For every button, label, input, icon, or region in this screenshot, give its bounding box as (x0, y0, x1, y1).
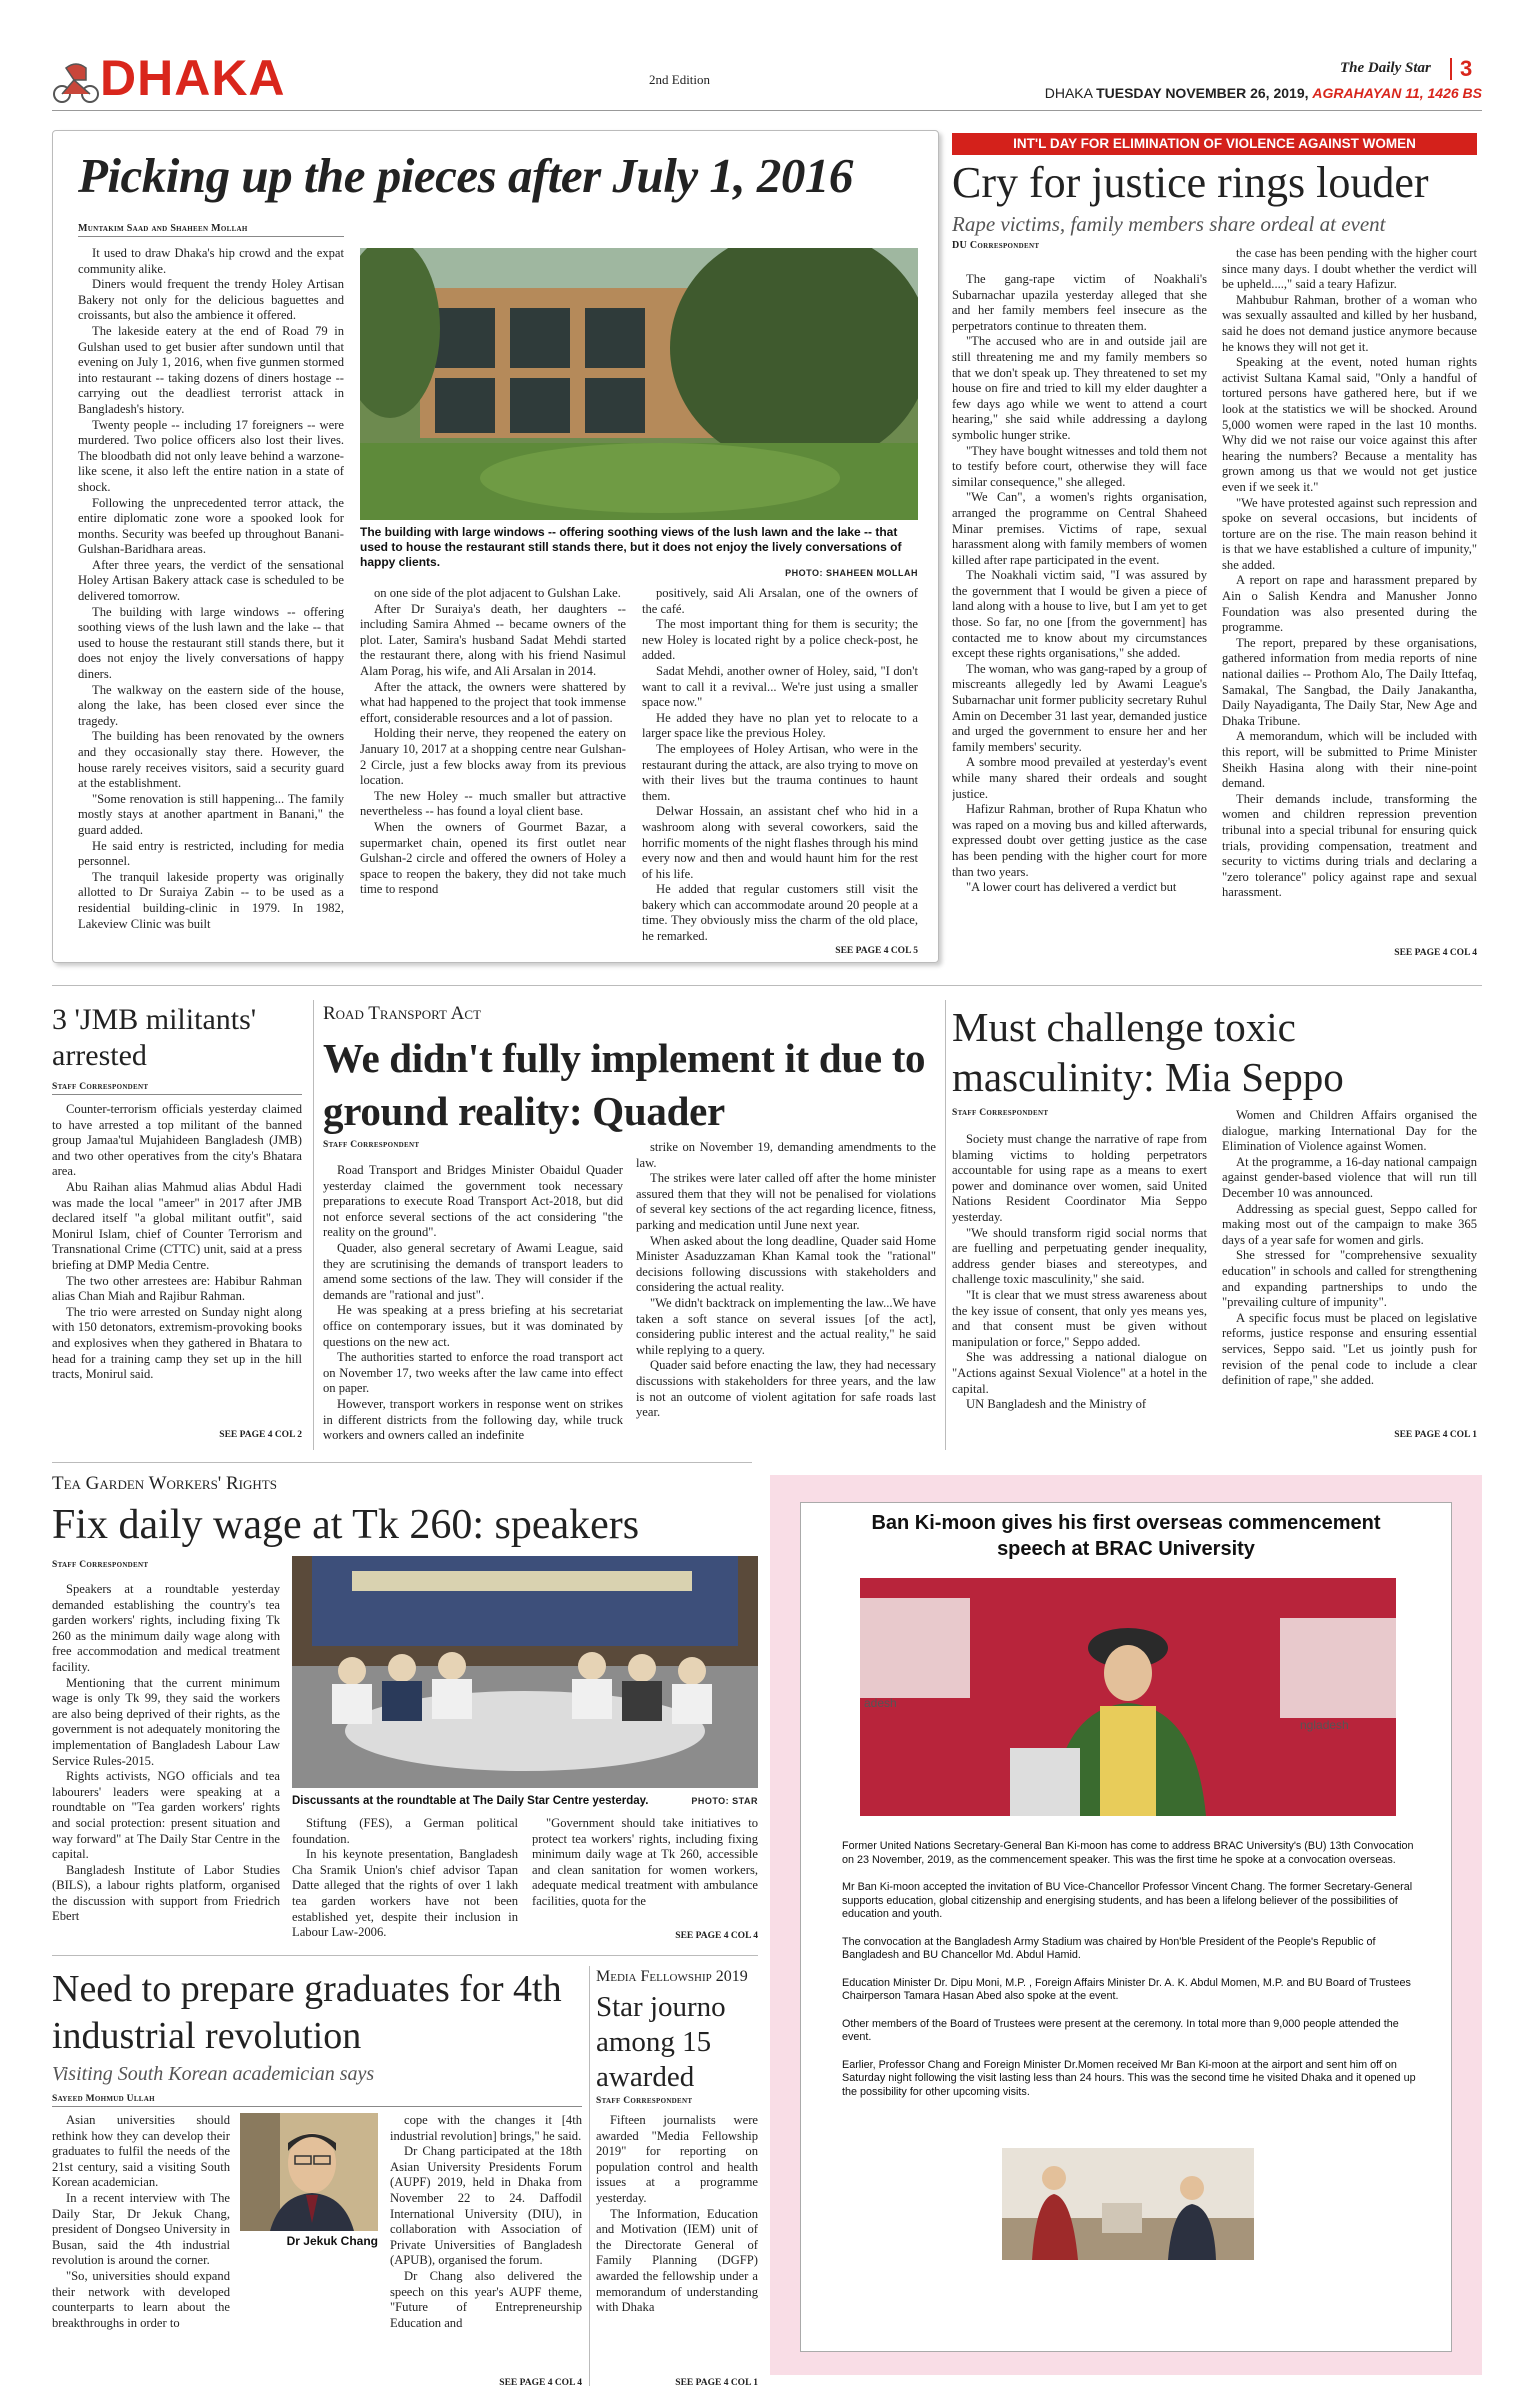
lead-para: After three years, the verdict of the sensational Holey Artisan Bakery attack case is scheduled to be delivered tomorrow. (78, 557, 344, 604)
lead-col-1 (78, 246, 344, 956)
graduates-headline: Need to prepare graduates for 4th industrial revolution (52, 1968, 562, 2057)
justice-para: "The accused who are in and outside jail are still threatening me and my family members so that we don't speak up. They threatened to set my house on fire and tried to kill my elder daughter a few days ago while we went to attend a court hearing," she said while addressing a daylong symbolic hunger strike. (952, 334, 1207, 442)
tea-col-3 (532, 1816, 758, 1936)
justice-para: The gang-rape victim of Noakhali's Subarnachar upazila yesterday alleged that she and her family members feel insecure as the perpetrators continue to threaten them. (952, 272, 1207, 333)
lead-para: The building has been renovated by the owners and they occasionally stay there. However, the house rarely receives visitors, said a security guard at the establishment. (78, 729, 344, 791)
quader-byline: Staff Correspondent (323, 1140, 420, 1150)
edition-label: 2nd Edition (649, 72, 711, 87)
lead-photo-caption: The building with large windows -- offering soothing views of the lush lawn and the lake -- that used to house the restaurant still stands there, but it does not enjoy the lively conversations of happy clients. (360, 525, 902, 569)
lead-para: After the attack, the owners were shattered by what had happened to the project that took immense effort, considerable resources and a lot of passion. (360, 679, 626, 725)
tea-para: "Government should take initiatives to protect tea workers' rights, including fixing minimum daily wage at Tk 260, accessible and clean sanitation for women workers, adequate medical treatment with ambulance facilities, quota for the (532, 1816, 758, 1908)
journo-para: The Information, Education and Motivation (IEM) unit of the Directorate General of Family Planning (DGFP) awarded the fellowship under a memorandum of understanding with Dhaka (596, 2206, 758, 2315)
graduates-col-1 (52, 2113, 230, 2388)
justice-banner: INT'L DAY FOR ELIMINATION OF VIOLENCE AGAINST WOMEN (952, 133, 1477, 155)
seppo-para: She stressed for "comprehensive sexuality education" in schools and called for strengthening and expanding partnerships to undo the "prevailing culture of impunity". (1222, 1248, 1477, 1310)
graduates-para: Dr Chang participated at the 18th Asian University Presidents Forum (AUPF) 2019, held in Dhaka from November 22 to 24. Daffodil International University (DIU), in collaboration with Association of Private Universities of Bangladesh (APUB), organised the forum. (390, 2144, 582, 2268)
justice-para: Mahbubur Rahman, brother of a woman who was sexually assaulted and killed by her husband, said he does not demand justice anymore because he knows they will not get it. (1222, 292, 1477, 354)
lead-para: When the owners of Gourmet Bazar, a supermarket chain, opened its first outlet near Gulshan-2 circle and offered the owners of Holey a space to reopen the bakery, they did not take much time to respond (360, 819, 626, 897)
journo-kicker: Media Fellowship 2019 (596, 1968, 748, 1985)
lead-para: The employees of Holey Artisan, who were in the restaurant during the attack, are also trying to move on with their lives but the trauma continues to haunt them. (642, 741, 918, 803)
quader-para: However, transport workers in response went on strikes in different districts from the following day, while truck workers and owners called an indefinite (323, 1396, 623, 1443)
page-divider (1450, 58, 1452, 80)
justice-byline: DU Correspondent (952, 240, 1040, 251)
lead-see-more[interactable]: SEE PAGE 4 COL 5 (835, 946, 918, 956)
bankimoon-para: Mr Ban Ki-moon accepted the invitation of BU Vice-Chancellor Professor Vincent Chang. The former Secretary-General supports education, global citizenship and energising students, and has been a lifelong believer of the possibilities of education and youth. (842, 1881, 1413, 1920)
tea-see-more[interactable]: SEE PAGE 4 COL 4 (675, 1931, 758, 1941)
seppo-para: She was addressing a national dialogue on "Actions against Sexual Violence" at a hotel in the capital. (952, 1350, 1207, 1396)
lead-para: He said entry is restricted, including for media personnel. (78, 838, 344, 869)
bankimoon-headline: Ban Ki-moon gives his first overseas commencement speech at BRAC University (871, 1512, 1381, 1560)
lead-headline: Picking up the pieces after July 1, 2016 (78, 148, 853, 203)
bankimoon-para: Education Minister Dr. Dipu Moni, M.P. , Foreign Affairs Minister Dr. A. K. Abdul Momen, M.P. and BU Board of Trustees Chairperson Tamara Hasan Abed also spoke at the event. (842, 1976, 1411, 2002)
bankimoon-meeting-photo (1002, 2148, 1254, 2260)
justice-para: the case has been pending with the higher court since many days. I doubt whether the verdict will be upheld....," said a teary Hafizur. (1222, 246, 1477, 292)
lead-para: "Some renovation is still happening... The family mostly stays at another apartment in Banani," the guard added. (78, 791, 344, 837)
lead-para: on one side of the plot adjacent to Gulshan Lake. (374, 586, 621, 600)
section-rule-2 (52, 1462, 752, 1463)
seppo-col-1 (952, 1132, 1207, 1437)
seppo-see-more[interactable]: SEE PAGE 4 COL 1 (1394, 1430, 1477, 1440)
journo-byline: Staff Correspondent (596, 2096, 693, 2106)
bankimoon-photo (860, 1578, 1396, 1816)
graduates-para: cope with the changes it [4th industrial revolution] brings," he said. (390, 2113, 582, 2143)
lead-para: Delwar Hossain, an assistant chef who hid in a washroom along with several coworkers, said the horrific moments of the night flashes through his mind every now and then and would haunt him for the rest of his life. (642, 804, 918, 881)
dateline-city: DHAKA (1044, 85, 1093, 101)
convocation-image (860, 1578, 1396, 1816)
tea-col-1 (52, 1582, 280, 1942)
lead-para: The walkway on the eastern side of the house, along the lake, has been closed ever since the tragedy. (78, 682, 344, 728)
seppo-para: "It is clear that we must stress awareness about the key issue of consent, that only yes means yes, and that consent must be given without manipulation or force," Seppo added. (952, 1287, 1207, 1349)
tea-col-2 (292, 1816, 518, 1946)
justice-para: A memorandum, which will be included with this report, will be submitted to Prime Minister Sheikh Hasina along with their nine-point demand. (1222, 729, 1477, 791)
seppo-para: Addressing as special guest, Seppo called for making most out of the campaign to make 365 days of a year safe for women and girls. (1222, 1201, 1477, 1247)
graduates-byline: Sayeed Mohmud Ullah (52, 2094, 582, 2107)
tea-para: In his keynote presentation, Bangladesh Cha Sramik Union's chief advisor Tapan Datte alleged that the rights of over 1 lakh tea garden workers have not been established yet, despite their inclusion in Labour Law-2006. (292, 1847, 518, 1940)
tea-photo (292, 1556, 758, 1788)
column-rule (589, 1966, 590, 2386)
page-number: 3 (1460, 56, 1473, 81)
quader-col-1 (323, 1163, 623, 1453)
jmb-para: Abu Raihan alias Mahmud alias Abdul Hadi was made the local "ameer" in 2017 after JMB declared itself "a global militant outfit", said Monirul Islam, chief of Counter Terrorism and Transnational Crime (CTTC) unit, said at a press briefing at DMP Media Centre. (52, 1179, 302, 1272)
jmb-see-more[interactable]: SEE PAGE 4 COL 2 (219, 1430, 302, 1440)
tea-photo-credit: PHOTO: STAR (691, 1796, 758, 1806)
justice-para: Their demands include, transforming the women and children repression prevention tribunal into a special tribunal for ensuring quick trials, providing compensation, treatment and security to victims during trials and declaring a "zero tolerance" policy against rape and sexual harassment. (1222, 791, 1477, 900)
lead-para: Holding their nerve, they reopened the eatery on January 10, 2017 at a shopping centre near Gulshan-2 Circle, just a few blocks away from its previous location. (360, 726, 626, 788)
tea-photo-caption: Discussants at the roundtable at The Daily Star Centre yesterday. (292, 1795, 649, 1807)
banner-text-right: ngladesh (1300, 1718, 1349, 1732)
seppo-para: Women and Children Affairs organised the dialogue, marking International Day for the Elimination of Violence against Women. (1222, 1108, 1477, 1154)
masthead-rule (52, 110, 1482, 111)
justice-para: "They have bought witnesses and told them not to testify before court, otherwise they will face similar consequence," she alleged. (952, 443, 1207, 489)
lead-byline: Muntakim Saad and Shaheen Mollah (78, 223, 344, 237)
holey-building-image (360, 248, 918, 520)
jmb-byline: Staff Correspondent (52, 1082, 302, 1095)
lead-para: The new Holey -- much smaller but attractive nevertheless -- has found a loyal client base. (360, 788, 626, 819)
tea-headline: Fix daily wage at Tk 260: speakers (52, 1502, 640, 1548)
lead-col-3 (642, 586, 918, 946)
tea-para: Bangladesh Institute of Labor Studies (BILS), a labour rights platform, organised the discussion with support from Friedrich Ebert (52, 1862, 280, 1924)
justice-col-2 (1222, 246, 1477, 946)
graduates-see-more[interactable]: SEE PAGE 4 COL 4 (499, 2378, 582, 2388)
jmb-para: The two other arrestees are: Habibur Rahman alias Chan Miah and Rajibur Rahman. (52, 1273, 302, 1304)
column-rule (945, 1000, 946, 1450)
banner-text-left: adesh (864, 1696, 897, 1710)
paper-name: The Daily Star (1340, 60, 1431, 76)
section-rule-3 (52, 1955, 758, 1956)
seppo-headline: Must challenge toxic masculinity: Mia Seppo (952, 1004, 1344, 1100)
rickshaw-icon (52, 60, 102, 104)
section-logo: DHAKA (100, 50, 286, 106)
dateline-date: TUESDAY NOVEMBER 26, 2019, (1096, 85, 1309, 101)
graduates-para: Dr Chang also delivered the speech on this year's AUPF theme, "Future of Entrepreneurship Education and (390, 2268, 582, 2330)
justice-para: "We have protested against such repression and spoke on several occasions, but incidents of torture are on the rise. The main reason behind it is that we have established a culture of impunity," she added. (1222, 495, 1477, 572)
quader-para: Road Transport and Bridges Minister Obaidul Quader yesterday claimed the government took necessary preparations to execute Road Transport Act-2018, but did not enforce several sections of the act considering "the reality on the ground". (323, 1163, 623, 1240)
graduates-para: Asian universities should rethink how they can develop their graduates to fulfil the needs of the 21st century, said a visiting South Korean academician. (52, 2113, 230, 2190)
justice-para: Hafizur Rahman, brother of Rupa Khatun who was raped on a moving bus and killed afterwards, expressed doubt over getting justice as the case has been pending with the higher court for more than two years. (952, 802, 1207, 879)
justice-para: "We Can", a women's rights organisation, arranged the programme on Central Shaheed Minar premises. Victims of rape, sexual harassment along with family members of women killed after rape participated in the event. (952, 490, 1207, 567)
tea-para: Rights activists, NGO officials and tea labourers' leaders were speaking at a roundtable on "Tea garden workers' rights and social protection: present situation and way forward" at The Daily Star Centre in the capital. (52, 1769, 280, 1862)
graduates-col-2 (390, 2113, 582, 2376)
justice-col-1 (952, 272, 1207, 958)
quader-para: Quader said before enacting the law, they had necessary discussions with stakeholders for three years, and the law is not an outcome of violent agitation for safe roads last year. (636, 1358, 936, 1420)
lead-photo (360, 248, 918, 520)
section-rule-1 (52, 985, 1482, 986)
graduates-para: In a recent interview with The Daily Star, Dr Jekuk Chang, president of Dongseo University in Busan, said the 4th industrial revolution is around the corner. (52, 2190, 230, 2268)
bankimoon-para: Earlier, Professor Chang and Foreign Minister Dr.Momen received Mr Ban Ki-moon at the airport and sent him off on Saturday night following the visit lasting less than 24 hours. This was the second time he visited Dhaka and it opened up the possibility for other upcoming visits. (842, 2058, 1416, 2098)
roundtable-image (292, 1556, 758, 1788)
quader-para: When asked about the long deadline, Quader said Home Minister Asaduzzaman Khan Kamal took the "rational" decisions following discussions with stakeholders and considering the actual reality. (636, 1233, 936, 1295)
jmb-para: Counter-terrorism officials yesterday claimed to have arrested a top militant of the banned group Jamaa'tul Mujahideen Bangladesh (JMB) and two other operatives from the city's Bhatara area. (52, 1102, 302, 1179)
seppo-para: UN Bangladesh and the Ministry of (966, 1397, 1147, 1412)
tea-para: Mentioning that the current minimum wage is only Tk 99, they said the workers are also being deprived of their rights, as the government is not adequately monitoring the implementation of Bangladesh Labour Law Service Rules-2015. (52, 1675, 280, 1768)
justice-para: The report, prepared by these organisations, gathered information from media reports of nine national dailies -- Prothom Alo, The Daily Ittefaq, Samakal, The Sangbad, the Daily Janakantha, Daily Nayadiganta, The Daily Star, New Age and Dhaka Tribune. (1222, 635, 1477, 728)
lead-para: Sadat Mehdi, another owner of Holey, said, "I don't want to call it a revival... We're just using a smaller space now." (642, 663, 918, 710)
justice-para: Speaking at the event, noted human rights activist Sultana Kamal said, "Only a handful of tortured persons have gathered here, but if we look at the statistics we will be shocked. Around 5,000 women were raped in the last 10 months. Why did we not raise our voice against this after hearing the numbers? Because a mentality has grown among us that we would not get justice even if we seek it." (1222, 355, 1477, 494)
lead-para: Following the unprecedented terror attack, the entire diplomatic zone wore a spooked look for months. Security was beefed up throughout Banani-Gulshan-Baridhara areas. (78, 495, 344, 557)
justice-headline: Cry for justice rings louder (952, 158, 1429, 207)
masthead (52, 52, 1482, 107)
meeting-image (1002, 2148, 1254, 2260)
portrait-image (240, 2113, 378, 2231)
tea-kicker: Tea Garden Workers' Rights (52, 1473, 277, 1494)
lead-col-2 (360, 586, 626, 956)
bankimoon-para: Other members of the Board of Trustees were present at the ceremony. In total more than 9,000 people attended the event. (842, 2017, 1399, 2043)
justice-see-more[interactable]: SEE PAGE 4 COL 4 (1394, 948, 1477, 958)
dateline-bangla: AGRAHAYAN 11, 1426 BS (1312, 85, 1482, 101)
quader-para: The strikes were later called off after the home minister assured them that they will not be penalised for violations of several key sections of the act regarding licence, fitness, parking and medication until June next year. (636, 1171, 936, 1232)
quader-para: Quader, also general secretary of Awami League, said they are scrutinising the demands of transport leaders to amend some sections of the law. They will consider if the demands are "rational and just". (323, 1240, 623, 1302)
lead-para: The most important thing for them is security; the new Holey is located right by a police check-post, he added. (642, 617, 918, 663)
bankimoon-para: The convocation at the Bangladesh Army Stadium was chaired by Hon'ble President of the People's Republic of Bangladesh and BU Chancellor Md. Abdul Hamid. (842, 1935, 1376, 1961)
justice-subhead: Rape victims, family members share ordeal at event (952, 212, 1386, 236)
seppo-para: Society must change the narrative of rape from blaming victims to holding perpetrators accountable for using rape as a means to exert power and dominance over women, said United Nations Resident Coordinator Mia Seppo yesterday. (952, 1132, 1207, 1224)
quader-para: "We didn't backtrack on implementing the law...We have taken a soft stance on several issues [of the act], considering public interest and the actual reality," he said while replying to a query. (636, 1295, 936, 1357)
quader-headline: We didn't fully implement it due to ground reality: Quader (323, 1035, 926, 1134)
lead-para: Twenty people -- including 17 foreigners -- were murdered. Two police officers also lost their lives. The bloodbath did not only leave behind a warzone-like scene, it also left the entire nation in a state of shock. (78, 417, 344, 494)
graduates-subhead: Visiting South Korean academician says (52, 2063, 375, 2085)
jmb-headline: 3 'JMB militants' arrested (52, 1003, 257, 1072)
dateline (957, 85, 1482, 101)
lead-para: After Dr Suraiya's death, her daughters -- including Samira Ahmed -- became owners of the plot. Later, Samira's husband Sadat Mehdi started the restaurant there, along with his friend Nasimul Alam Porag, his wife, and Ali Arsalan in 2014. (360, 601, 626, 678)
tea-para: Speakers at a roundtable yesterday demanded establishing the country's tea garden workers' rights, including fixing Tk 260 as the minimum daily wage along with free accommodation and medical treatment facility. (52, 1582, 280, 1674)
justice-para: The woman, who was gang-raped by a group of miscreants allegedly led by Awami League's Subarnachar unit former publicity secretary Ruhul Amin on December 31 last year, demanded justice and urged the government to ensure her and her family members' security. (952, 661, 1207, 754)
bankimoon-body (842, 1840, 1416, 2099)
column-rule (313, 1000, 314, 1450)
lead-para: The building with large windows -- offering soothing views of the lush lawn and the lake -- that used to house the restaurant still stands there, but it does not enjoy the lively conversations of happy diners. (78, 604, 344, 682)
jmb-para: The trio were arrested on Sunday night along with 150 detonators, extremism-provoking books and explosives when they gathered in Bhatara to head for a training camp they set up in the hill tracts, Monirul said. (52, 1304, 302, 1382)
seppo-byline: Staff Correspondent (952, 1108, 1049, 1118)
journo-para: Fifteen journalists were awarded "Media Fellowship 2019" for reporting on population control and health issues at a programme yesterday. (596, 2113, 758, 2205)
quader-para: The authorities started to enforce the road transport act on November 17, two weeks after the law came into effect on paper. (323, 1350, 623, 1396)
lead-para: He added they have no plan yet to relocate to a larger space like the previous Holey. (642, 710, 918, 741)
justice-para: "A lower court has delivered a verdict but (966, 880, 1177, 895)
chang-photo (240, 2113, 378, 2231)
seppo-para: A specific focus must be placed on legislative reforms, justice response and ensuring essential services, Seppo said. "Let us jointly push for revision of the penal code to include a clear definition of rape," she added. (1222, 1310, 1477, 1388)
quader-para: strike on November 19, demanding amendments to the law. (636, 1140, 936, 1170)
chang-caption: Dr Jekuk Chang (286, 2234, 378, 2248)
quader-col-2 (636, 1140, 936, 1453)
justice-para: A sombre mood prevailed at yesterday's event while many shared their ordeals and sought justice. (952, 755, 1207, 801)
journo-headline: Star journo among 15 awarded (596, 1991, 726, 2093)
journo-see-more[interactable]: SEE PAGE 4 COL 1 (675, 2378, 758, 2388)
lead-photo-credit: PHOTO: SHAHEEN MOLLAH (785, 568, 918, 578)
bankimoon-para: Former United Nations Secretary-General Ban Ki-moon has come to address BRAC University's (BU) 13th Convocation on 23 November, 2019, as the commencement speaker. This was the first time he spoke at a convocation overseas. (842, 1840, 1414, 1866)
quader-kicker: Road Transport Act (323, 1003, 482, 1024)
graduates-para: "So, universities should expand their network with developed counterparts to learn about the breakthroughs in order to (52, 2268, 230, 2330)
tea-byline: Staff Correspondent (52, 1560, 149, 1570)
seppo-para: At the programme, a 16-day national campaign against gender-based violence that will run till December 10 was announced. (1222, 1154, 1477, 1200)
lead-para: positively, said Ali Arsalan, one of the owners of the café. (642, 586, 918, 616)
justice-para: The Noakhali victim said, "I was assured by the government that I would be given a piece of land along with a house to live, but I am yet to get those. So far, no one [from the government] has contacted me to know about my circumstances except these rights organisations," she added. (952, 568, 1207, 661)
lead-para: The tranquil lakeside property was originally allotted to Dr Suraiya Zabin -- to be used as a residential building-clinic in 1979. In 1982, Lakeview Clinic was built (78, 869, 344, 931)
lead-para: It used to draw Dhaka's hip crowd and the expat community alike. (78, 246, 344, 276)
justice-para: A report on rape and harassment prepared by Ain o Salish Kendra and Manusher Jonno Foundation was also presented during the programme. (1222, 573, 1477, 635)
journo-body (596, 2113, 758, 2376)
quader-para: He was speaking at a press briefing at his secretariat office on contemporary issues, but it was dominated by questions on the new act. (323, 1303, 623, 1349)
seppo-col-2 (1222, 1108, 1477, 1423)
seppo-para: "We should transform rigid social norms that are fuelling and perpetuating gender inequality, address gender biases and stereotypes, and challenge toxic masculinity," she said. (952, 1225, 1207, 1287)
lead-para: He added that regular customers still visit the bakery which can accommodate around 20 people at a time. They obviously miss the charm of the old place, he remarked. (642, 882, 918, 944)
jmb-body (52, 1102, 302, 1432)
tea-para: Stiftung (FES), a German political foundation. (292, 1816, 518, 1846)
lead-para: The lakeside eatery at the end of Road 79 in Gulshan used to get busier after sundown until that evening on July 1, 2016, when five gunmen stormed into restaurant -- taking dozens of diners hostage -- carrying out the deadliest terrorist attack in Bangladesh's history. (78, 323, 344, 416)
lead-para: Diners would frequent the trendy Holey Artisan Bakery not only for the delicious baguettes and croissants, but also the ambience it offered. (78, 277, 344, 323)
